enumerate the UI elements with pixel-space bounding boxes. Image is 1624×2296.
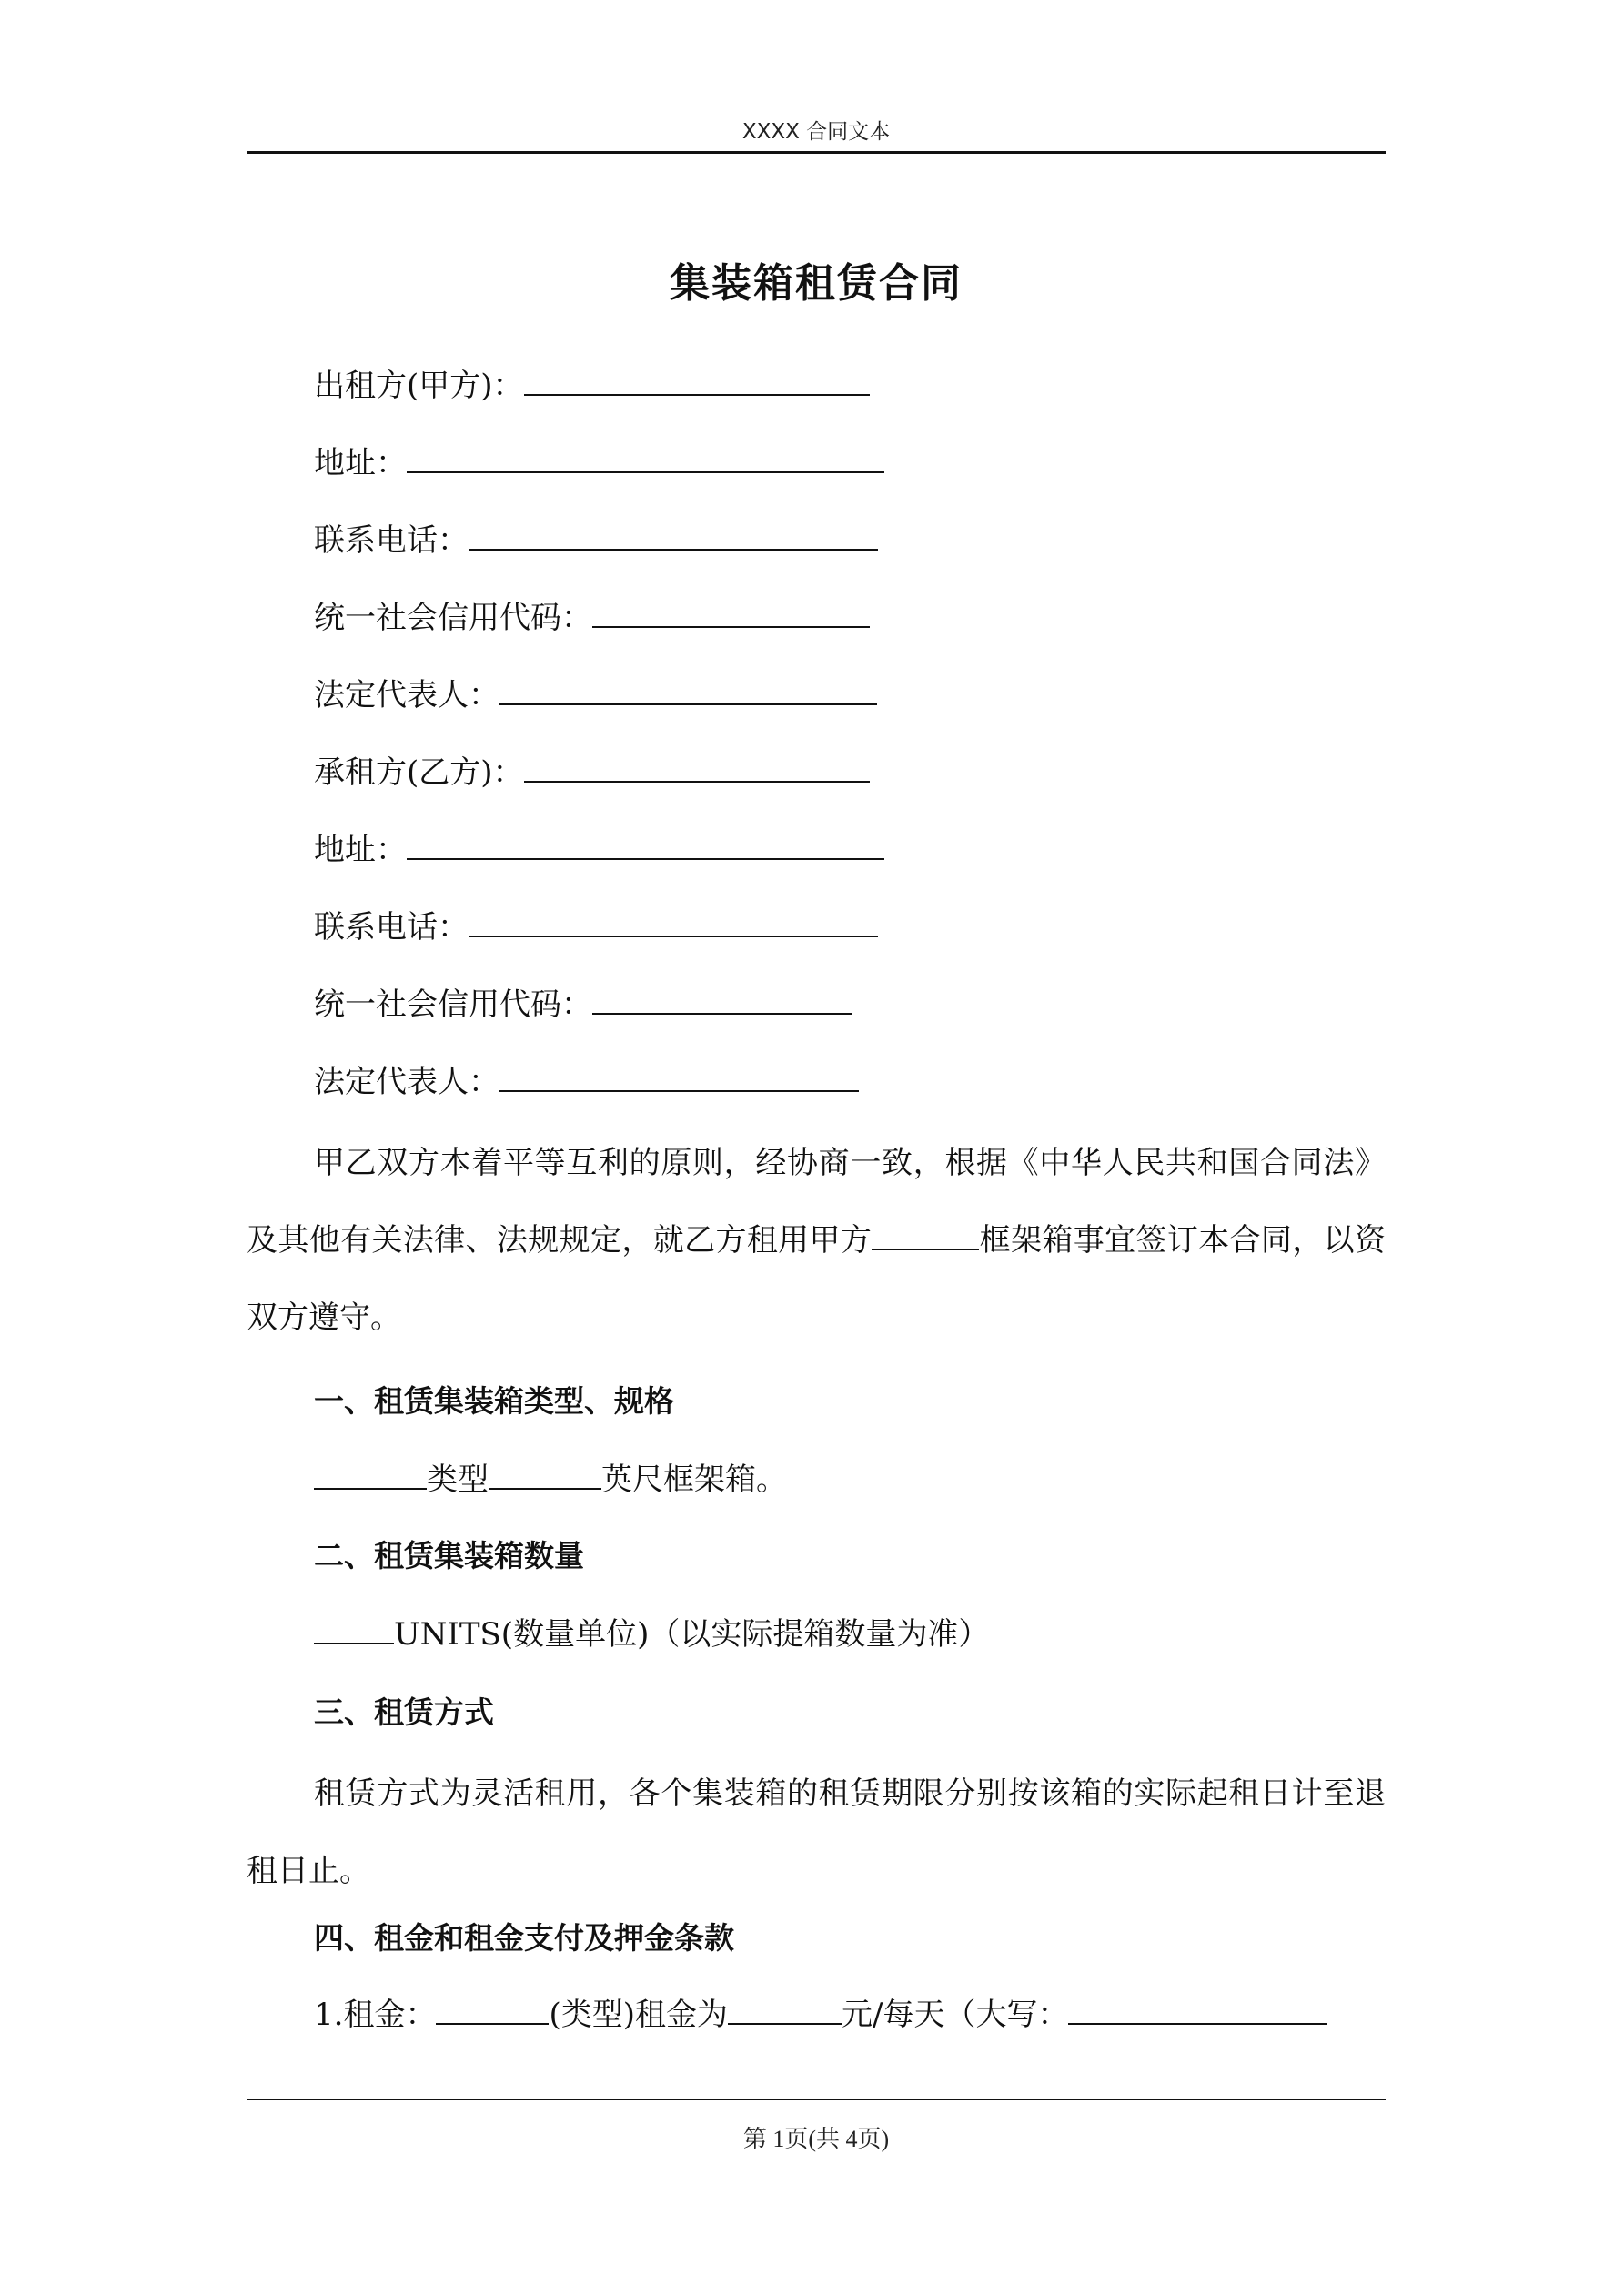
- party-b-name-blank[interactable]: [524, 754, 870, 783]
- party-a-phone-blank[interactable]: [469, 521, 878, 551]
- party-b-credit-code-blank[interactable]: [592, 986, 852, 1015]
- rent-type-blank[interactable]: [436, 1996, 549, 2025]
- party-a-address-blank[interactable]: [407, 444, 884, 473]
- container-size-blank[interactable]: [489, 1461, 601, 1490]
- document-title: 集装箱租赁合同: [670, 260, 963, 307]
- container-type-blank[interactable]: [314, 1461, 427, 1490]
- party-a-credit-code-label: 统一社会信用代码：: [314, 600, 592, 636]
- party-b-legal-rep-blank[interactable]: [499, 1063, 859, 1092]
- party-b-address-label: 地址：: [314, 832, 407, 868]
- party-a-address-label: 地址：: [314, 445, 407, 481]
- footer-rule: [247, 2099, 1386, 2100]
- page-header: XXXX 合同文本: [741, 120, 891, 144]
- party-b-legal-rep-label: 法定代表人：: [314, 1064, 499, 1100]
- section-2-heading: 二、租赁集装箱数量: [314, 1538, 584, 1573]
- party-a-address-field: [314, 444, 884, 481]
- party-a-credit-code-blank[interactable]: [592, 599, 870, 628]
- party-a-phone-field: [314, 521, 878, 559]
- page-number: 第 1页(共 4页): [742, 2126, 890, 2152]
- party-b-address-field: [314, 831, 884, 868]
- party-b-credit-code-field: [314, 986, 852, 1023]
- rent-unit-text: 元/每天（大写：: [841, 1997, 1069, 2033]
- section-4-heading: 四、租金和租金支付及押金条款: [314, 1920, 734, 1956]
- intro-text-part2: 框架箱事宜签订本合同，以资双方遵守。: [247, 1222, 1387, 1336]
- party-a-name-blank[interactable]: [524, 367, 870, 396]
- party-b-address-blank[interactable]: [407, 831, 884, 860]
- section-3-heading: 三、租赁方式: [314, 1694, 494, 1730]
- rent-type-text: (类型)租金为: [549, 1997, 728, 2033]
- header-rule: [247, 151, 1386, 154]
- section-1-body: [314, 1461, 787, 1498]
- section-3-paragraph: 租赁方式为灵活租用，各个集装箱的租赁期限分别按该箱的实际起租日计至退租日止。: [247, 1775, 1386, 1889]
- party-b-credit-code-label: 统一社会信用代码：: [314, 986, 592, 1023]
- section-4-rent-line: [314, 1996, 1327, 2033]
- section-1-heading: 一、租赁集装箱类型、规格: [314, 1383, 674, 1419]
- intro-paragraph: [247, 1125, 1386, 1357]
- party-a-legal-rep-label: 法定代表人：: [314, 677, 499, 713]
- intro-text-part1: 甲乙双方本着平等互利的原则，经协商一致，根据《中华人民共和国合同法》及其他有关法律、法规规定，就乙方租用甲方: [247, 1145, 1386, 1259]
- party-b-phone-blank[interactable]: [469, 908, 878, 937]
- party-b-phone-label: 联系电话：: [314, 909, 469, 946]
- intro-lessor-blank[interactable]: [872, 1223, 979, 1250]
- section-1-tail: 英尺框架箱。: [601, 1462, 787, 1498]
- rent-amount-blank[interactable]: [728, 1996, 842, 2025]
- party-a-phone-label: 联系电话：: [314, 522, 469, 559]
- quantity-blank[interactable]: [314, 1615, 394, 1644]
- party-b-legal-rep-field: [314, 1063, 859, 1100]
- party-b-name-field: [314, 754, 870, 791]
- rent-label: 1.租金：: [314, 1997, 437, 2033]
- party-b-phone-field: [314, 908, 878, 946]
- section-2-body: [314, 1615, 989, 1653]
- party-a-legal-rep-field: [314, 676, 877, 713]
- section-2-text: UNITS(数量单位)（以实际提箱数量为准）: [394, 1616, 990, 1653]
- party-a-name-label: 出租方(甲方)：: [314, 368, 524, 404]
- party-b-name-label: 承租方(乙方)：: [314, 754, 524, 791]
- rent-uppercase-blank[interactable]: [1068, 1996, 1327, 2025]
- party-a-name-field: [314, 367, 870, 404]
- party-a-credit-code-field: [314, 599, 870, 636]
- party-a-legal-rep-blank[interactable]: [499, 676, 877, 705]
- section-1-type-word: 类型: [427, 1462, 489, 1498]
